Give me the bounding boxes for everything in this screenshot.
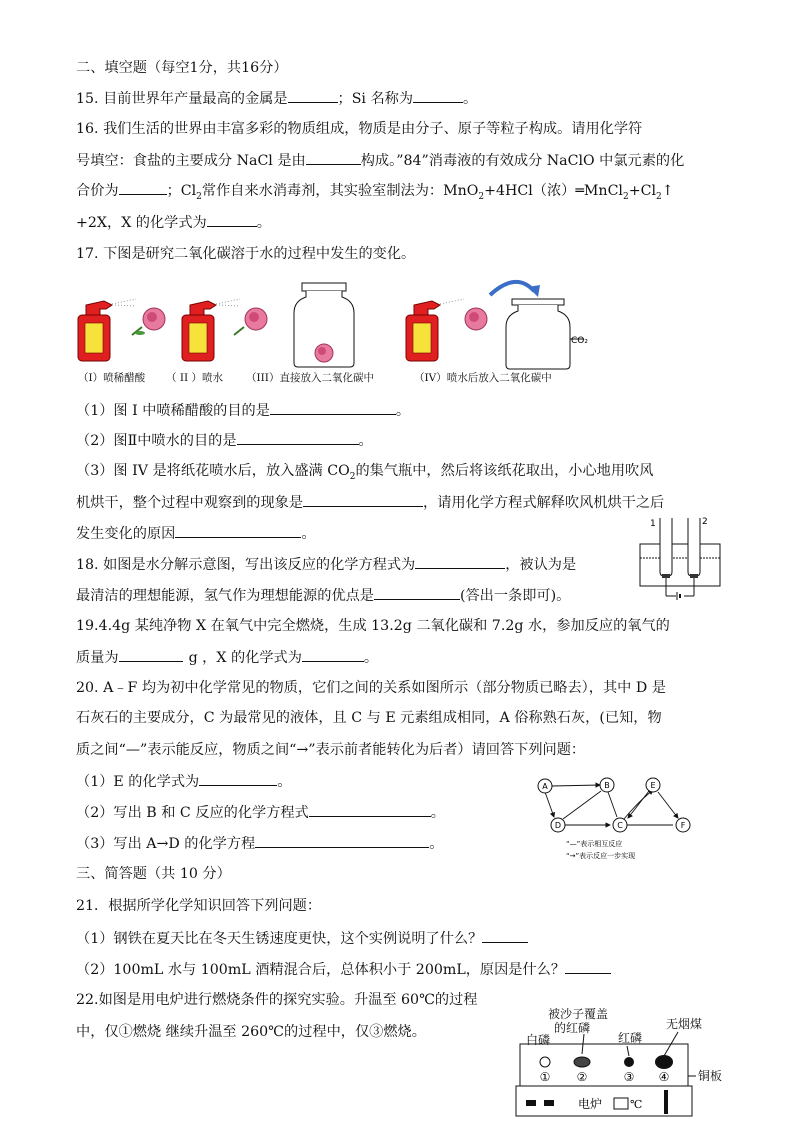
q18-text: ，被认为是: [505, 557, 577, 573]
question-15: [76, 88, 477, 109]
q20-text: 。: [430, 805, 445, 821]
q16-text: 号填空：食盐的主要成分 NaCl 是由: [76, 153, 306, 169]
answer-blank[interactable]: [306, 150, 361, 165]
q16-text: 合价为: [76, 183, 119, 199]
q19-line-1: 19.4.4g 某纯净物 X 在氧气中完全燃烧，生成 13.2g 二氧化碳和 7.2g 水，参加反应的氧气的: [76, 618, 670, 634]
answer-blank[interactable]: [302, 647, 364, 662]
caption-2: （ II ）喷水: [166, 372, 223, 384]
q17-text: （2）图Ⅱ中喷水的目的是: [76, 433, 237, 449]
q17-text: 。: [301, 526, 316, 542]
q16-text: 。: [256, 215, 271, 231]
q19-text: 。: [363, 650, 379, 666]
curved-arrow-icon: [490, 282, 534, 295]
relation-diagram: [528, 772, 704, 864]
section-title-short-answer: 三、简答题（共 10 分）: [76, 866, 231, 882]
answer-blank[interactable]: [270, 400, 396, 415]
q17-sub-3-line-2: [76, 492, 664, 513]
q17-text: （3）图 IV 是将纸花喷水后，放入盛满 CO: [76, 463, 350, 479]
q16-line-4: [76, 212, 271, 233]
co2-experiment-figure: [76, 273, 596, 373]
answer-blank[interactable]: [415, 554, 505, 569]
electric-furnace-figure: [512, 1004, 762, 1120]
subscript: 2: [349, 471, 356, 482]
q21-text: （2）100mL 水与 100mL 酒精混合后，总体积小于 200mL，原因是什么？: [76, 962, 566, 978]
subscript: 2: [478, 191, 485, 202]
caption-1: （I）喷稀醋酸: [78, 372, 146, 384]
q18-line-1: [76, 554, 576, 575]
answer-blank[interactable]: [255, 833, 429, 848]
q18-text: 18. 如图是水分解示意图，写出该反应的化学方程式为: [76, 557, 416, 573]
answer-blank[interactable]: [119, 647, 183, 662]
q16-text: 构成。”84”消毒液的有效成分 NaClO 中氯元素的化: [360, 153, 685, 169]
answer-blank[interactable]: [303, 492, 423, 507]
label-anthracite: 无烟煤: [666, 1017, 703, 1031]
q22-line-2: 中，仅①燃烧 继续升温至 260℃的过程中，仅③燃烧。: [76, 1024, 426, 1040]
temperature-unit: ℃: [630, 1098, 643, 1111]
q22-line-1: 22.如图是用电炉进行燃烧条件的探究实验。升温至 60℃的过程: [76, 992, 478, 1008]
spray-bottle-icon: [406, 299, 464, 361]
label-covered-red-phosphorus-1: 被沙子覆盖: [548, 1007, 609, 1021]
subscript: 2: [622, 191, 629, 202]
node-b: B: [604, 781, 610, 790]
label-covered-red-phosphorus-2: 的红磷: [554, 1021, 591, 1035]
q17-sub-2: [76, 430, 373, 451]
node-e: E: [650, 781, 656, 790]
q16-text: +4HCl（浓）═MnCl: [484, 183, 623, 199]
red-phosphorus-dot: [624, 1057, 634, 1067]
q20-line-2: 石灰石的主要成分，C 为最常见的液体，且 C 与 E 元素组成相同，A 俗称熟石灰，(已知，物: [76, 710, 662, 726]
q20-text: 。: [429, 836, 444, 852]
q17-stem: 17. 下图是研究二氧化碳溶于水的过程中发生的变化。: [76, 246, 416, 262]
answer-blank[interactable]: [374, 585, 460, 600]
label-copper-plate: 铜板: [698, 1069, 723, 1083]
section-title-fill-blank: 二、填空题（每空1分，共16分）: [76, 60, 288, 76]
subscript: 2: [196, 191, 202, 202]
tube-label: 1: [650, 519, 656, 529]
q17-sub-1: [76, 400, 410, 421]
q20-text: （1）E 的化学式为: [76, 774, 200, 790]
q17-text: 机烘干，整个过程中观察到的现象是: [76, 495, 304, 511]
spray-bottle-icon: [78, 299, 136, 361]
node-d: D: [554, 821, 562, 830]
num-4: ④: [658, 1070, 670, 1084]
q20-line-1: 20. A﹣F 均为初中化学常见的物质，它们之间的关系如图所示（部分物质已略去），其中 D 是: [76, 680, 666, 696]
q19-line-2: [76, 647, 378, 668]
node-c: C: [617, 821, 623, 830]
q16-text: +Cl: [628, 183, 656, 199]
answer-blank[interactable]: [119, 180, 167, 195]
legend-conversion: “→”表示反应一步实现: [566, 852, 636, 860]
caption-4: （IV）喷水后放入二氧化碳中: [414, 372, 552, 384]
label-white-phosphorus: 白磷: [526, 1033, 551, 1047]
q16-line-1: 16. 我们生活的世界由丰富多彩的物质组成，物质是由分子、原子等粒子构成。请用化学符: [76, 121, 643, 137]
furnace-label: 电炉: [578, 1097, 603, 1111]
q21-stem: 21．根据所学化学知识回答下列问题：: [76, 898, 322, 914]
caption-3: （III）直接放入二氧化碳中: [246, 372, 374, 384]
answer-blank[interactable]: [237, 430, 359, 445]
label-red-phosphorus: 红磷: [618, 1031, 643, 1045]
num-2: ②: [576, 1070, 588, 1084]
q18-text: (答出一条即可)。: [459, 588, 571, 604]
answer-blank[interactable]: [565, 959, 611, 974]
anthracite-dot: [655, 1055, 673, 1069]
q17-text: 。: [395, 403, 411, 419]
answer-blank[interactable]: [413, 88, 463, 103]
q20-text: 。: [277, 774, 292, 790]
q21-text: （1）钢铁在夏天比在冬天生锈速度更快，这个实例说明了什么？: [76, 931, 483, 947]
q20-sub-1: [76, 771, 291, 792]
q21-sub-1: [76, 928, 528, 949]
q16-text: ↑: [661, 183, 674, 199]
white-phosphorus-dot: [540, 1057, 550, 1067]
q17-sub-3-line-1: [76, 461, 653, 481]
tube-label: 2: [702, 517, 708, 527]
q16-text: ；Cl: [166, 183, 197, 199]
co2-label: CO₂: [571, 336, 588, 346]
covered-red-phosphorus-dot: [574, 1057, 590, 1067]
q18-text: 最清洁的理想能源，氢气作为理想能源的优点是: [76, 588, 374, 604]
q16-line-3: [76, 180, 674, 201]
rose-icon: [132, 308, 165, 335]
q15-text-b: ；Si 名称为: [337, 91, 414, 107]
q17-text: 的集气瓶中，然后将该纸花取出，小心地用吹风: [355, 463, 654, 479]
gas-jar-icon: [294, 283, 354, 367]
q20-line-3: 质之间“—”表示能反应，物质之间“→”表示前者能转化为后者）请回答下列问题：: [76, 742, 586, 758]
answer-blank[interactable]: [175, 523, 301, 538]
rose-icon: [465, 308, 487, 330]
q17-sub-3-line-3: [76, 523, 316, 544]
node-f: F: [680, 821, 686, 830]
num-1: ①: [539, 1070, 551, 1084]
q16-text: +2X，X 的化学式为: [76, 215, 207, 231]
q20-text: （3）写出 A→D 的化学方程: [76, 836, 256, 852]
spray-bottle-icon: [182, 299, 240, 361]
q16-text: 常作自来水消毒剂，其实验室制法为：MnO: [201, 183, 479, 199]
q18-line-2: [76, 585, 570, 606]
subscript: 2: [655, 191, 662, 202]
q20-sub-2: [76, 802, 445, 823]
q19-text: g ，X 的化学式为: [188, 650, 302, 666]
answer-blank[interactable]: [207, 212, 257, 227]
answer-blank[interactable]: [482, 928, 528, 943]
q17-text: 发生变化的原因: [76, 526, 176, 542]
q17-text: ，请用化学方程式解释吹风机烘干之后: [423, 495, 665, 511]
q19-text: 质量为: [76, 650, 119, 666]
q21-sub-2: [76, 959, 611, 980]
q17-text: 。: [358, 433, 373, 449]
q20-sub-3: [76, 833, 443, 854]
answer-blank[interactable]: [199, 771, 277, 786]
answer-blank[interactable]: [288, 88, 338, 103]
num-3: ③: [623, 1070, 635, 1084]
node-a: A: [542, 782, 548, 791]
q17-text: （1）图 I 中喷稀醋酸的目的是: [76, 403, 270, 419]
rose-icon: [234, 308, 267, 335]
gas-jar-icon: [506, 299, 584, 369]
answer-blank[interactable]: [309, 802, 431, 817]
q20-text: （2）写出 B 和 C 反应的化学方程式: [76, 805, 309, 821]
q15-text-c: 。: [463, 91, 478, 107]
electrolysis-apparatus-figure: [634, 512, 726, 608]
q15-text-a: 15. 目前世界年产量最高的金属是: [76, 91, 288, 107]
legend-reaction: “—”表示相互反应: [566, 840, 623, 848]
q16-line-2: [76, 150, 684, 171]
